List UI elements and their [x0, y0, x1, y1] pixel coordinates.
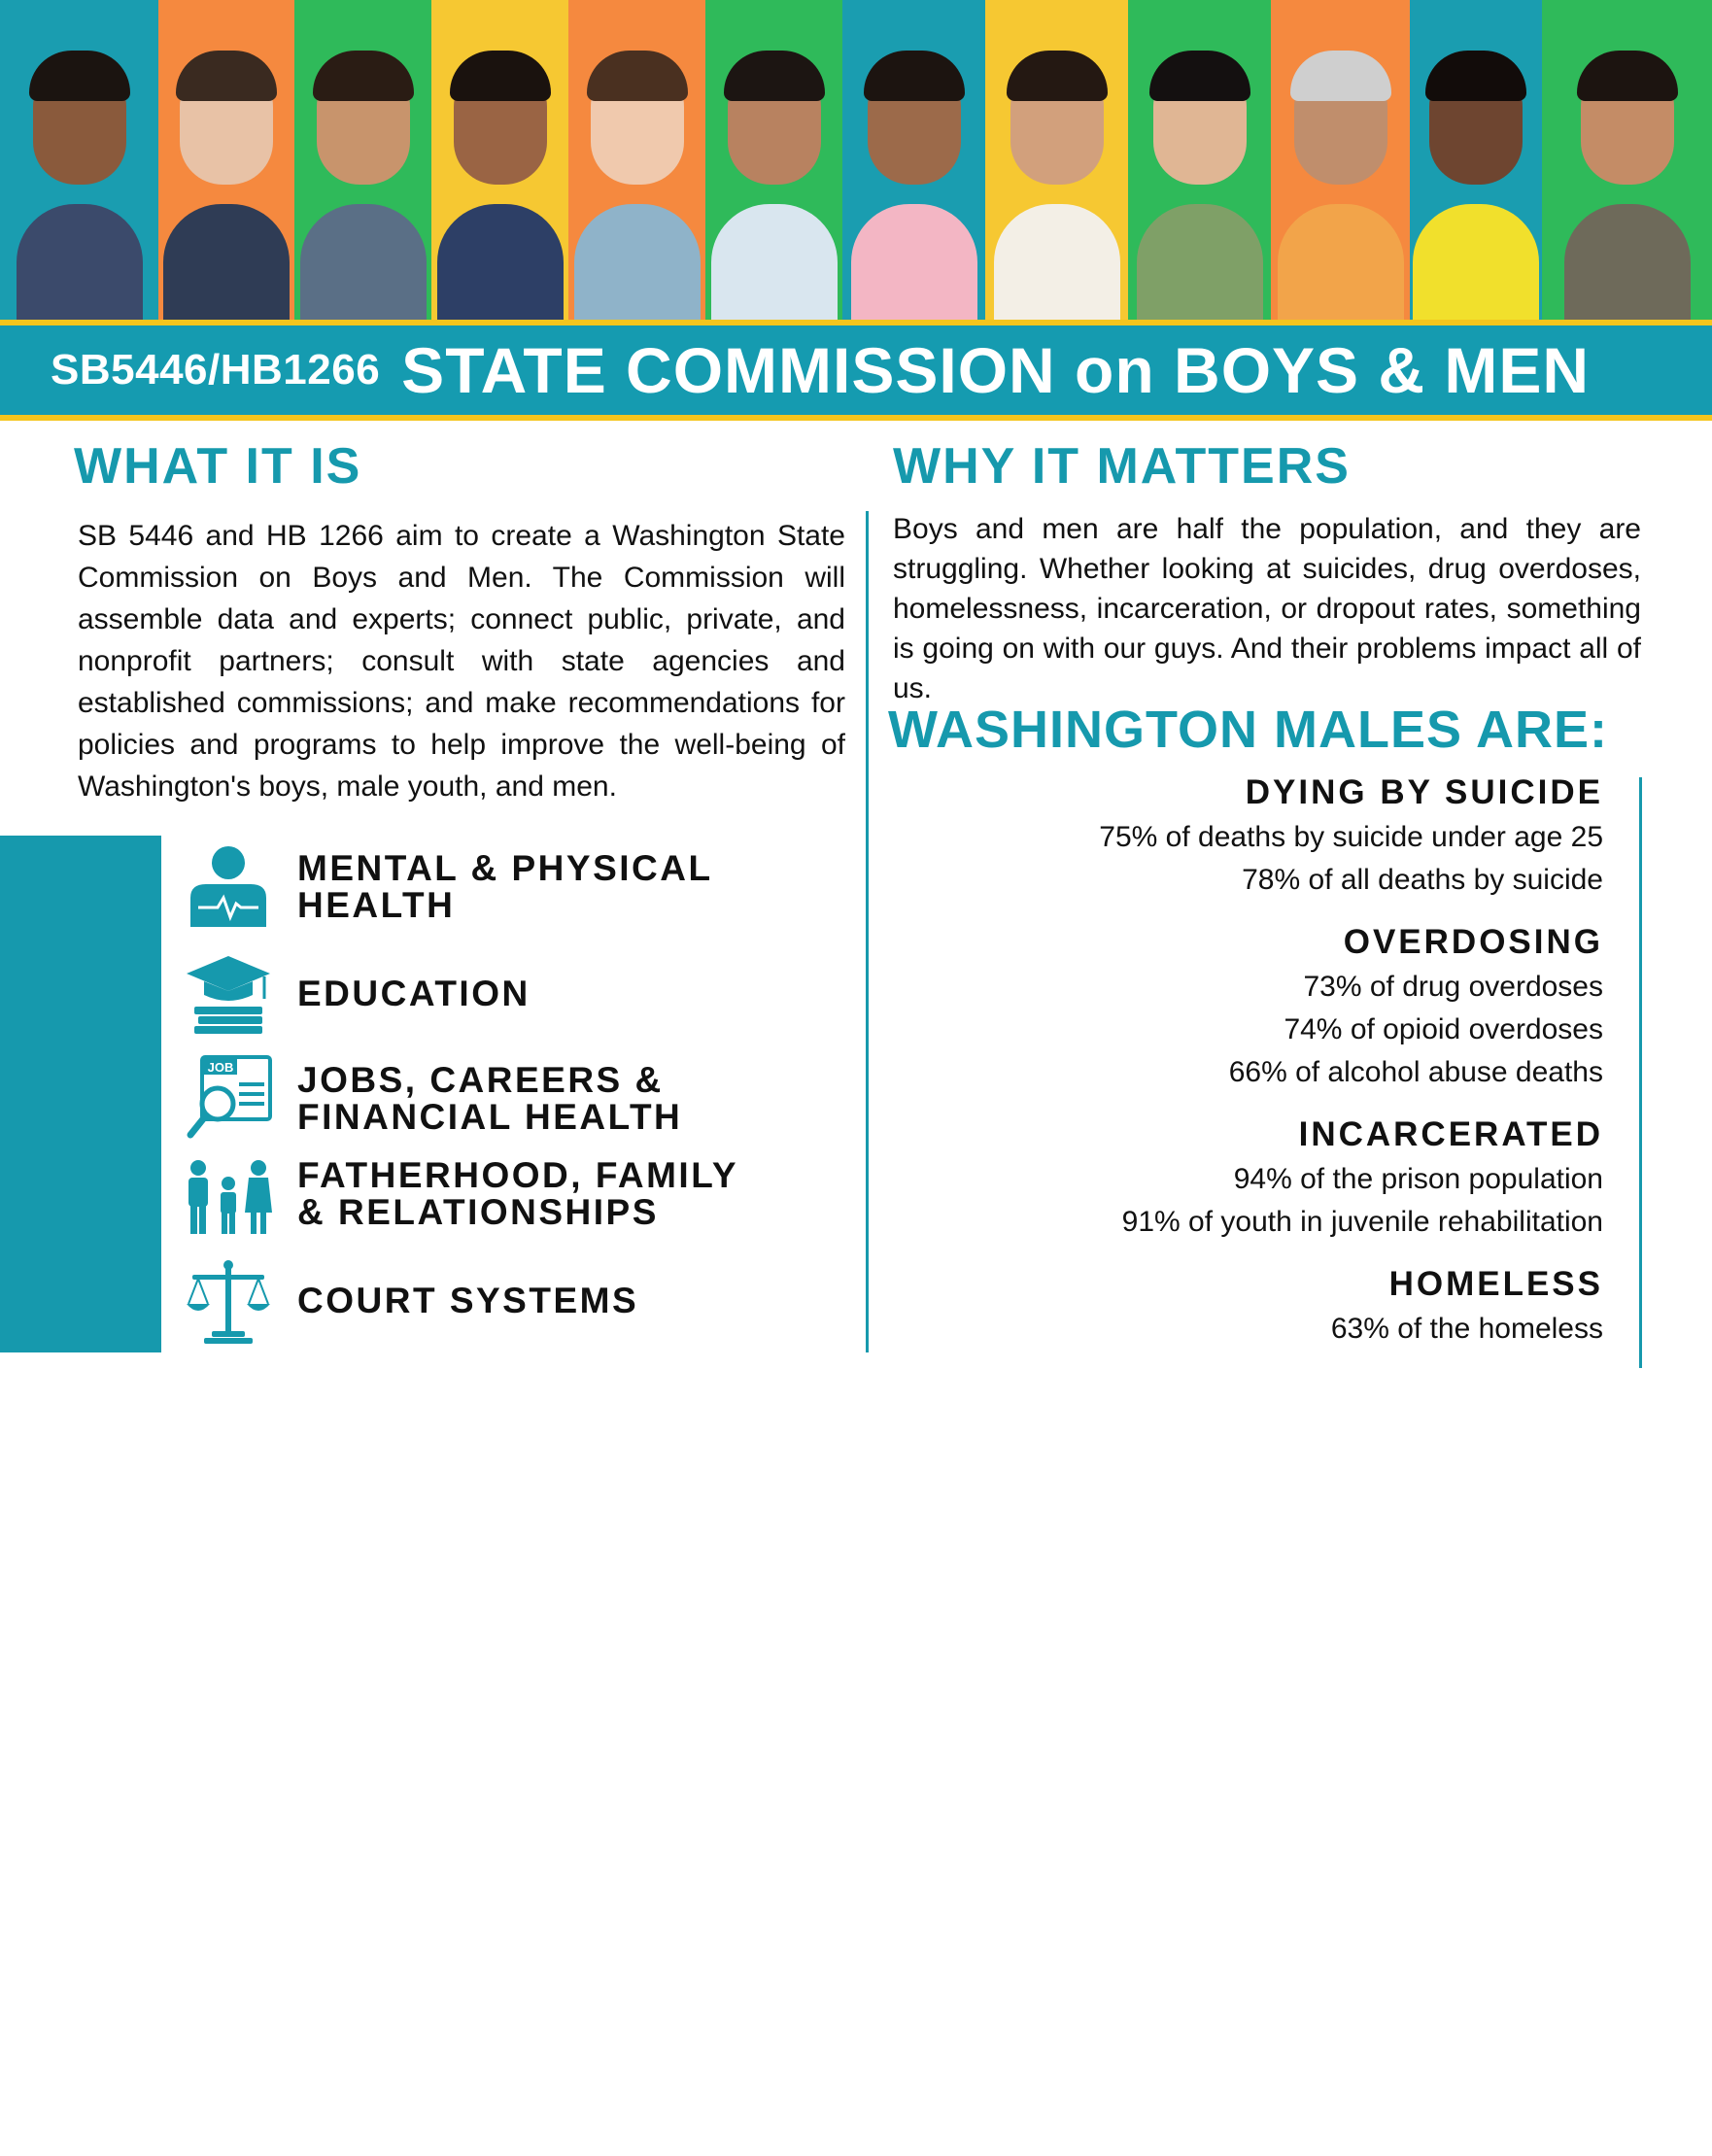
portrait-hair — [313, 51, 414, 101]
stat-line: 94% of the prison population — [1233, 1163, 1603, 1195]
portrait-shirt — [851, 204, 977, 321]
banner-title: STATE COMMISSION on BOYS & MEN — [401, 334, 1591, 406]
svg-text:JOB: JOB — [207, 1060, 234, 1075]
portrait-hair — [450, 51, 551, 101]
stat-line: 78% of all deaths by suicide — [1242, 864, 1603, 896]
portrait-tile — [1542, 0, 1712, 321]
portrait-tile — [1271, 0, 1410, 321]
portrait-tile — [985, 0, 1128, 321]
portrait-hair — [864, 51, 965, 101]
scales-icon — [185, 1257, 272, 1345]
portrait-tile — [705, 0, 842, 321]
focus-item-family — [185, 1150, 738, 1238]
stat-heading: INCARCERATED — [1298, 1115, 1603, 1153]
what-it-is-heading: WHAT IT IS — [74, 438, 362, 495]
portrait-hair — [1007, 51, 1108, 101]
portrait-shirt — [1278, 204, 1404, 321]
graduation-cap-icon — [185, 950, 272, 1038]
portrait-hair — [1149, 51, 1250, 101]
portrait-hair — [29, 51, 130, 101]
focus-item-label: MENTAL & PHYSICAL HEALTH — [297, 848, 713, 925]
male-statistics — [1099, 770, 1603, 1368]
portrait-shirt — [163, 204, 290, 321]
focus-item-health — [185, 843, 713, 931]
stat-group-suicide — [1099, 770, 1603, 902]
title-banner — [0, 325, 1712, 415]
bill-number: SB5446/HB1266 — [51, 346, 381, 394]
focus-item-education — [185, 950, 531, 1038]
portrait-tile — [294, 0, 431, 321]
stat-heading: OVERDOSING — [1343, 923, 1603, 961]
focus-item-label: EDUCATION — [297, 974, 531, 1013]
portrait-hair — [724, 51, 825, 101]
portrait-shirt — [994, 204, 1120, 321]
portrait-tile — [0, 0, 158, 321]
stat-line: 66% of alcohol abuse deaths — [1228, 1056, 1603, 1088]
stat-heading: DYING BY SUICIDE — [1245, 773, 1603, 811]
banner-bottom-rule — [0, 415, 1712, 421]
portrait-shirt — [437, 204, 564, 321]
stat-line: 91% of youth in juvenile rehabilitation — [1121, 1206, 1603, 1238]
stat-line: 75% of deaths by suicide under age 25 — [1099, 821, 1603, 853]
portrait-shirt — [1564, 204, 1691, 321]
portrait-tile — [1410, 0, 1542, 321]
focus-areas-label: 5 FOCUS AREAS — [54, 1703, 107, 2156]
portrait-hair — [1425, 51, 1526, 101]
focus-item-courts — [185, 1257, 638, 1345]
portrait-tile — [1128, 0, 1271, 321]
column-divider — [866, 511, 869, 1352]
portrait-hair — [1577, 51, 1678, 101]
portrait-tile — [842, 0, 985, 321]
stats-rule — [1639, 777, 1642, 1368]
focus-item-label: FATHERHOOD, FAMILY & RELATIONSHIPS — [297, 1155, 739, 1232]
health-person-icon — [185, 843, 272, 931]
stat-line: 74% of opioid overdoses — [1284, 1013, 1603, 1045]
stat-group-incarcerated — [1099, 1112, 1603, 1244]
why-it-matters-heading: WHY IT MATTERS — [893, 438, 1351, 495]
stat-group-overdosing — [1099, 919, 1603, 1094]
stat-heading: HOMELESS — [1388, 1265, 1603, 1303]
focus-areas-bar — [0, 836, 161, 2156]
stat-line: 63% of the homeless — [1330, 1313, 1603, 1345]
portrait-shirt — [17, 204, 143, 321]
portrait-shirt — [1413, 204, 1539, 321]
portrait-hair — [176, 51, 277, 101]
portrait-shirt — [574, 204, 701, 321]
stat-line: 73% of drug overdoses — [1303, 971, 1603, 1003]
why-it-matters-body: Boys and men are half the population, and they are struggling. Whether looking at suicides, drug overdoses, homelessness, incarceration, or dropout rates, something is going on with our guys. And their problems impact all of us. — [893, 513, 1641, 704]
what-it-is-body: SB 5446 and HB 1266 aim to create a Washington State Commission on Boys and Men. The Commission will assemble data and experts; connect public, private, and nonprofit partners; consult with state agencies and established commissions; and make recommendations for policies and programs to help improve the well-being of Washington's boys, male youth, and men. — [78, 520, 845, 803]
portrait-shirt — [1137, 204, 1263, 321]
portrait-shirt — [300, 204, 427, 321]
portrait-hair — [1290, 51, 1391, 101]
washington-males-heading: WASHINGTON MALES ARE: — [888, 701, 1609, 759]
focus-item-jobs — [185, 1055, 682, 1143]
job-search-icon — [185, 1055, 272, 1143]
portrait-photo-strip — [0, 0, 1712, 321]
portrait-tile — [568, 0, 705, 321]
portrait-hair — [587, 51, 688, 101]
focus-item-label: JOBS, CAREERS & FINANCIAL HEALTH — [297, 1060, 683, 1137]
family-icon — [185, 1150, 272, 1238]
portrait-shirt — [711, 204, 838, 321]
focus-item-label: COURT SYSTEMS — [297, 1281, 639, 1320]
stat-group-homeless — [1099, 1261, 1603, 1351]
portrait-tile — [431, 0, 568, 321]
portrait-tile — [158, 0, 294, 321]
